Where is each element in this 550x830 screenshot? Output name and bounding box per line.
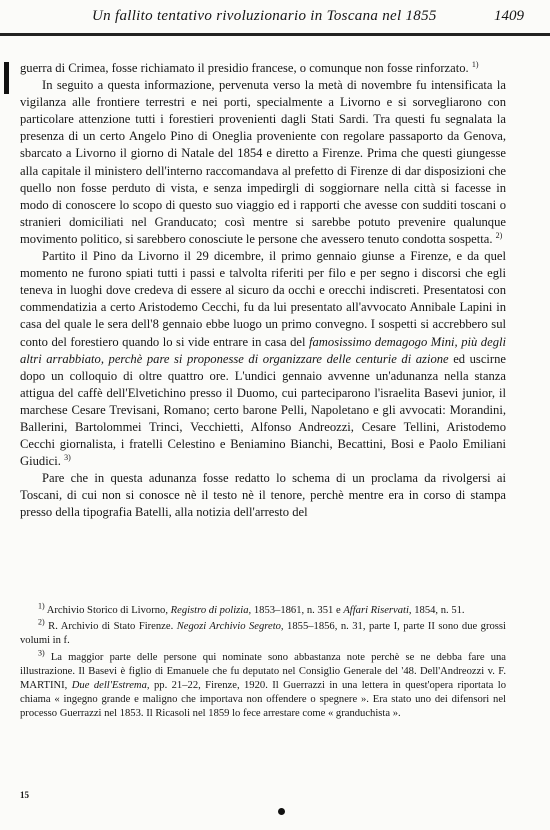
paragraph-3 (20, 248, 506, 470)
bullet-mark (278, 808, 285, 815)
running-title: Un fallito tentativo rivoluzionario in Toscana nel 1855 (92, 8, 437, 24)
footnote-3-mark: 3) (38, 648, 45, 658)
footnote-1-text-a: Archivio Storico di Livorno, (46, 605, 168, 616)
footnote-2-text-b: 1855–1856, n. 31, parte I, parte II sono due grossi volumi in f. (20, 621, 506, 647)
footnote-2-mark: 2) (38, 617, 45, 627)
running-header (20, 8, 530, 30)
footnote-3-text-b: pp. 21–22, Firenze, 1920. Il Guerrazzi in una lettera in quest'opera riportata lo chiama « ingegno grande e maligno che importava non offendere o spegnere ». Era stato uno dei difensori nel processo Guerrazzi nel 1853. Il Ricasoli nel 1859 lo fece arrestare come « granduchista ». (20, 680, 506, 720)
paragraph-3-italic: famosissimo demagogo Mini, più degli altri arrabbiato, perchè pare si proponesse di organizzare delle centurie di azione (20, 334, 506, 366)
footnote-3-italic: Due dell'Estrema, (71, 680, 150, 692)
paragraph-1-text: guerra di Crimea, fosse richiamato il presidio francese, o comunque non fosse rinforzato. (20, 61, 469, 75)
main-text (20, 60, 506, 522)
paragraph-4-text: Pare che in questa adunanza fosse redatto lo schema di un proclama da rivolgersi ai Toscani, di cui non si conosce nè il testo nè il tenore, perchè mentre era in corso di stampa presso della tipografia Batelli, alla notizia dell'arresto del (20, 471, 506, 520)
paragraph-4 (20, 470, 506, 521)
paragraph-3-text-a: Partito il Pino da Livorno il 29 dicembre, il primo gennaio giunse a Firenze, e da quel momento ne furono spiati tutti i passi e talvolta riferiti per filo e per segno i discorsi che egli teneva in luoghi dove credeva di essere al sicuro da occhi e orecchi indiscreti. Presentatosi con commendatizia a certo Aristodemo Cecchi, fu da lui presentato all'avvocato Annibale Lapini in casa del quale le sera dell'8 gennaio ebbe luogo un primo convegno. I sospetti si accrebbero sul conto del forestiero quando lo si vide entrare in casa del (20, 249, 506, 349)
paragraph-2-text: In seguito a questa informazione, pervenuta verso la metà di novembre fu intensificata la vigilanza alle frontiere terrestri e nei porti, specialmente a Livorno e si sorvegliarono con particolare attenzione tutti i forestieri provenienti dagli Stati Sardi. Tra questi fu segnalata la presenza di un certo Angelo Pino di Oneglia proveniente con regolare passaporto da Genova, sbarcato a Livorno il giorno di Natale del 1854 e diretto a Firenze. Prima che questi giungesse alla capitale il ministero dell'interno raccomandava al prefetto di Firenze di dar disposizioni che quello non fosse perduto di vista, e senza impedirgli di soggiornare nella città si facesse in modo di conoscere lo scopo di questo suo viaggio ed i rapporti che avesse con sudditi toscani o stranieri domiciliati nel Granducato; così mentre si sarebbe potuto prevenire qualunque movimento politico, si sarebbero conosciute le persone che avessero tenuto condotta sospetta. (20, 78, 506, 246)
footnotes (20, 601, 507, 724)
printer-signature: 15 (20, 790, 29, 800)
footnote-2 (20, 617, 506, 648)
footnote-2-italic: Negozi Archivio Segreto, (176, 621, 284, 633)
margin-mark (4, 62, 9, 94)
page-number: 1409 (494, 8, 524, 24)
footnote-1-text-c: 1854, n. 51. (414, 605, 465, 616)
footnote-3-text-a: La maggior parte delle persone qui nominate sono abbastanza note perchè se ne debba fare una illustrazione. Il Basevi è figlio di Emanuele che fu deputato nel Consiglio Generale del '48. Dell'Andreozzi v. F. MARTINI, (20, 651, 507, 692)
footnote-1-text-b: 1853–1861, n. 351 e (253, 605, 341, 616)
header-rule (0, 33, 550, 36)
footnote-1-italic-1: Registro di polizia, (170, 605, 252, 616)
paragraph-2 (20, 77, 506, 248)
footnote-ref-2: 2) (495, 230, 503, 240)
footnote-1-italic-2: Affari Riservati, (343, 605, 412, 616)
footnote-1 (20, 601, 506, 618)
footnote-ref-1: 1) (471, 59, 479, 69)
footnote-3 (20, 648, 507, 722)
footnote-ref-3: 3) (64, 452, 71, 462)
footnote-1-mark: 1) (38, 601, 45, 611)
footnote-2-text-a: R. Archivio di Stato Firenze. (48, 621, 174, 633)
paragraph-3-text-b: ed uscirne dopo un colloquio di oltre quattro ore. L'undici gennaio avvenne un'adunanza nella stanza attigua del caffè dell'Elvetichino presso il Duomo, cui parteciparono l'israelita Basevi junior, il marchese Cesare Trevisani, Romano; certo barone Pelli, Napoletano e gli avvocati: Morandini, Ballerini, Bartolommei Trinci, Vecchietti, Alfonso Andreozzi, Cesare Tellini, Aristodemo Cecchi giornalista, i fratelli Celestino e Beniamino Bianchi, Becattini, Bosi e Paolo Emiliani Giudici. (20, 351, 506, 469)
paragraph-1 (20, 60, 506, 77)
